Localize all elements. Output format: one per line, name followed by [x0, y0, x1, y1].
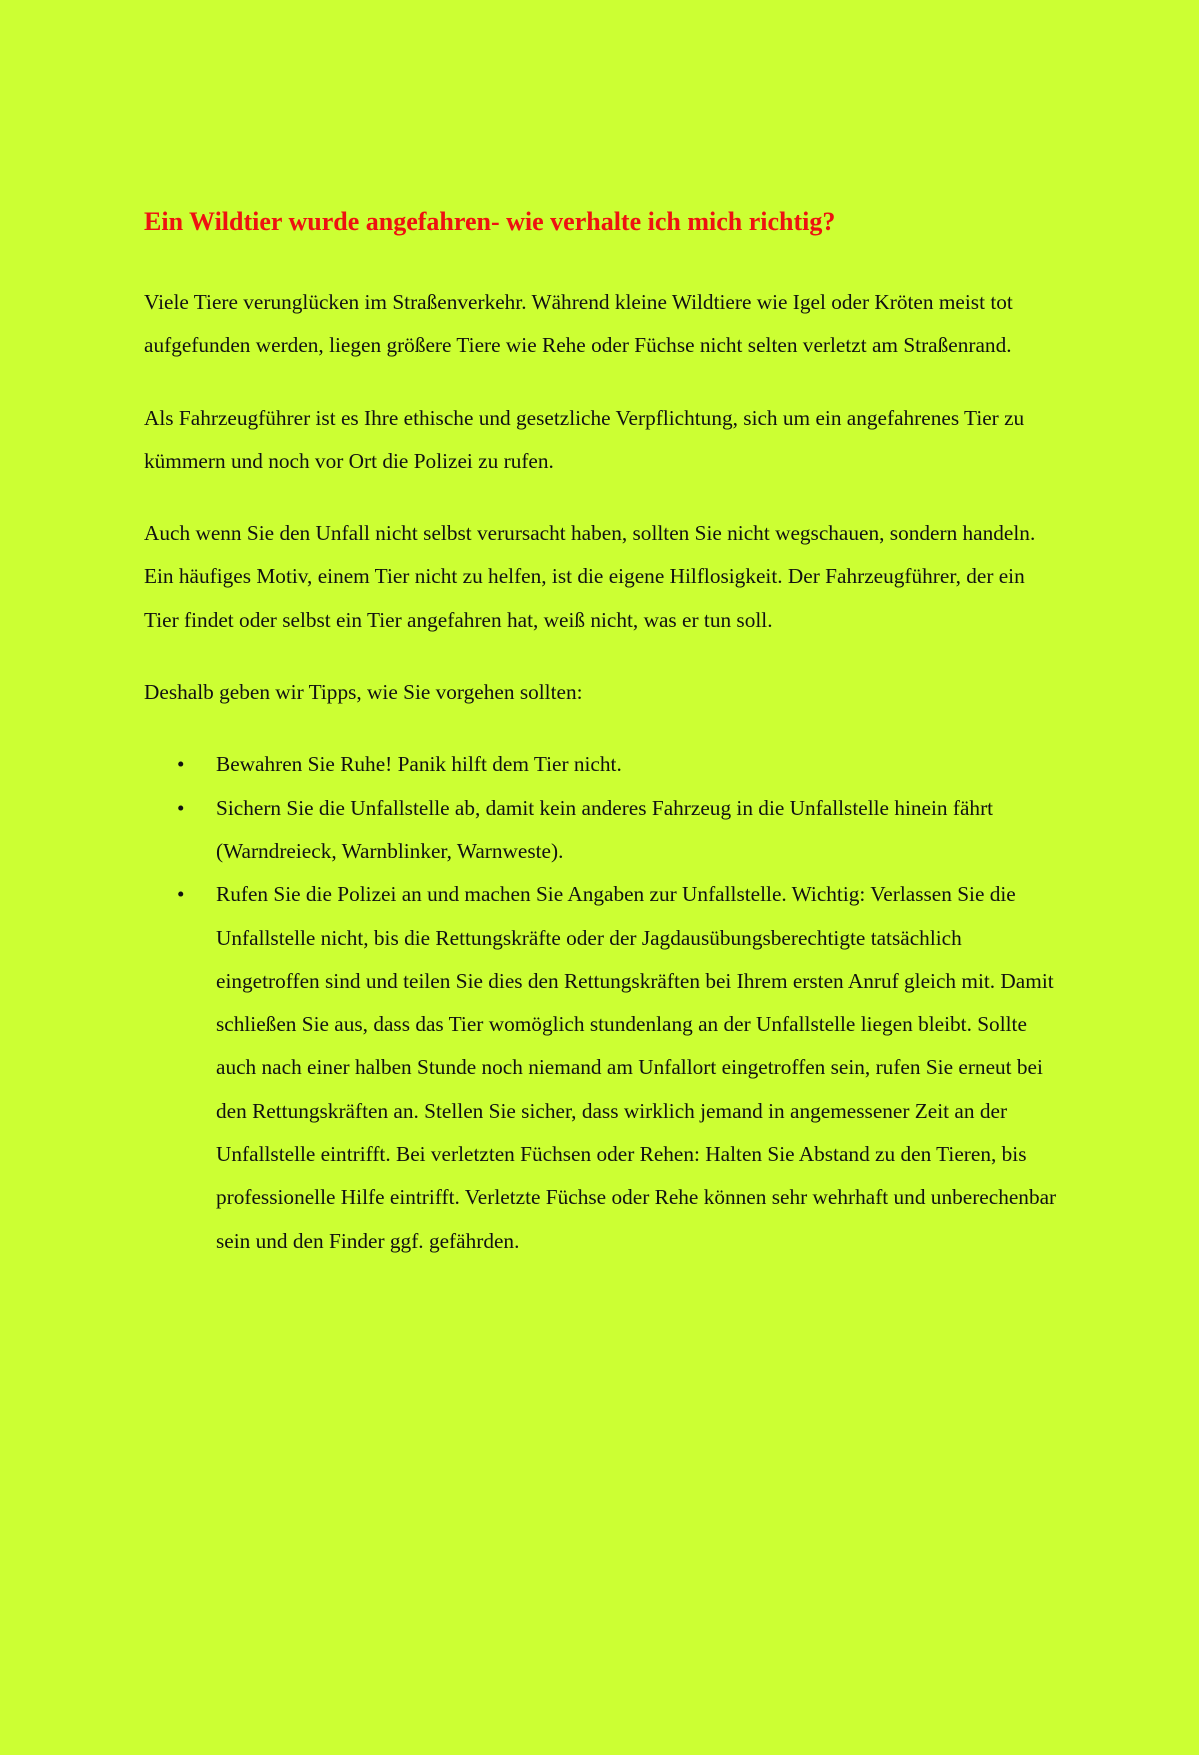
- tip-item-secure-site: [144, 787, 1059, 874]
- bullet-icon: •: [177, 752, 185, 777]
- tip-item-stay-calm: [144, 743, 1059, 786]
- obligation-paragraph: Als Fahrzeugführer ist es Ihre ethische und gesetzliche Verpflichtung, sich um ein angefahrenes Tier zu kümmern und noch vor Ort die Polizei zu rufen.: [144, 405, 1025, 473]
- document-page: [144, 203, 1059, 1263]
- bullet-icon: •: [177, 882, 185, 907]
- document-title: Ein Wildtier wurde angefahren- wie verhalte ich mich richtig?: [144, 207, 836, 236]
- tip-text: Rufen Sie die Polizei an und machen Sie Angaben zur Unfallstelle. Wichtig: Verlassen Sie die Unfallstelle nicht, bis die Rettungskräfte oder der Jagdausübungsberechtigte tatsächlich eingetroffen sind und teilen Sie dies den Rettungskräften bei Ihrem ersten Anruf gleich mit. Damit schließen Sie aus, dass das Tier womöglich stundenlang an der Unfallstelle liegen bleibt. Sollte auch nach einer halben Stunde noch niemand am Unfallort eingetroffen sein, rufen Sie erneut bei den Rettungskräften an. Stellen Sie sicher, dass wirklich jemand in angemessener Zeit an der Unfallstelle eintrifft. Bei verletzten Füchsen oder Rehen: Halten Sie Abstand zu den Tieren, bis professionelle Hilfe eintrifft. Verletzte Füchse oder Rehe können sehr wehrhaft und unberechenbar sein und den Finder ggf. gefährden.: [216, 882, 1057, 1253]
- tip-text: Bewahren Sie Ruhe! Panik hilft dem Tier nicht.: [216, 752, 622, 777]
- tips-list: [144, 743, 1059, 1263]
- tip-text: Sichern Sie die Unfallstelle ab, damit kein anderes Fahrzeug in die Unfallstelle hinein fährt (Warndreieck, Warnblinker, Warnweste).: [216, 795, 994, 863]
- helplessness-paragraph: Auch wenn Sie den Unfall nicht selbst verursacht haben, sollten Sie nicht wegschauen, sondern handeln. Ein häufiges Motiv, einem Tier nicht zu helfen, ist die eigene Hilflosigkeit. Der Fahrzeugführer, der ein Tier findet oder selbst ein Tier angefahren hat, weiß nicht, was er tun soll.: [144, 521, 1036, 632]
- tip-item-call-police: [144, 873, 1059, 1263]
- intro-paragraph: Viele Tiere verunglücken im Straßenverkehr. Während kleine Wildtiere wie Igel oder Kröten meist tot aufgefunden werden, liegen größere Tiere wie Rehe oder Füchse nicht selten verletzt am Straßenrand.: [144, 290, 1013, 358]
- bullet-icon: •: [177, 795, 185, 820]
- tips-intro-paragraph: Deshalb geben wir Tipps, wie Sie vorgehen sollten:: [144, 680, 583, 705]
